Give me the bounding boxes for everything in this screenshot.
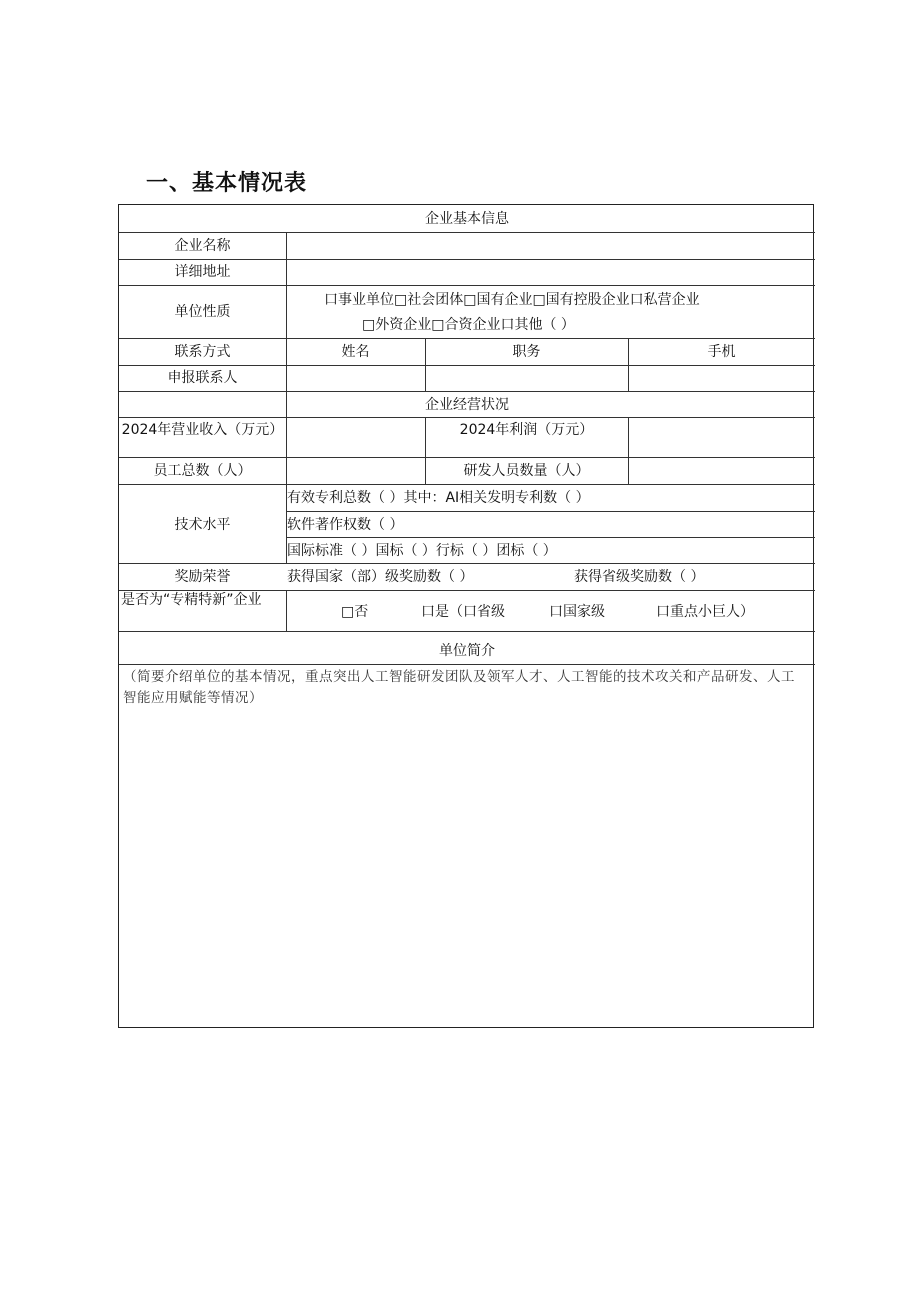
specialized-option-giant[interactable]: 口重点小巨人） [656, 604, 754, 620]
label-unit-type: 单位性质 [174, 304, 231, 320]
contact-name-field[interactable] [287, 366, 424, 390]
contact-position-field[interactable] [426, 366, 627, 390]
company-name-field[interactable] [287, 233, 814, 258]
revenue-field[interactable] [287, 418, 424, 456]
label-applicant-contact: 申报联系人 [167, 370, 238, 386]
label-revenue: 2024年营业收入（万元） [121, 422, 284, 438]
label-awards: 奖励荣誉 [174, 569, 231, 585]
staff-total-field[interactable] [287, 458, 424, 483]
label-company-name: 企业名称 [174, 238, 231, 254]
rd-staff-field[interactable] [629, 458, 814, 483]
section-operation: 企业经营状况 [425, 397, 509, 413]
row-divider [119, 563, 815, 564]
contact-header-position: 职务 [512, 344, 541, 360]
intro-hint: （简要介绍单位的基本情况，重点突出人工智能研发团队及领军人才、人工智能的技术攻关和产品研发、人工智能应用赋能等情况） [123, 669, 795, 706]
page-title: 一、基本情况表 [146, 170, 308, 196]
row-divider [119, 391, 815, 392]
address-field[interactable] [287, 260, 814, 284]
contact-header-name: 姓名 [341, 344, 370, 360]
label-staff-total: 员工总数（人） [153, 463, 252, 479]
unit-type-options-line2[interactable]: □外资企业□合资企业口其他（ ） [362, 317, 575, 333]
contact-phone-field[interactable] [629, 366, 814, 390]
specialized-option-yes[interactable]: 口是（口省级 [421, 604, 505, 620]
label-profit: 2024年利润（万元） [459, 422, 594, 438]
label-specialized: 是否为“专精特新”企业 [121, 592, 262, 608]
awards-provincial[interactable]: 获得省级奖励数（ ） [574, 569, 705, 585]
row-divider [286, 537, 815, 538]
contact-header-phone: 手机 [707, 344, 736, 360]
unit-type-options-line1[interactable]: 口事业单位□社会团体□国有企业□国有控股企业口私营企业 [324, 292, 700, 308]
tech-software[interactable]: 软件著作权数（ ） [287, 517, 404, 533]
label-rd-staff: 研发人员数量（人） [463, 463, 590, 479]
tech-patents[interactable]: 有效专利总数（ ）其中：AI相关发明专利数（ ） [287, 490, 590, 506]
row-divider [119, 285, 815, 286]
row-divider [119, 484, 815, 485]
specialized-option-national[interactable]: 口国家级 [549, 604, 605, 620]
row-divider [119, 631, 815, 632]
profit-field[interactable] [629, 418, 814, 456]
tech-standards[interactable]: 国际标准（ ）国标（ ）行标（ ）团标（ ） [287, 543, 557, 559]
intro-textarea[interactable] [120, 710, 814, 1026]
row-divider [286, 511, 815, 512]
basic-info-form [118, 204, 814, 1028]
section-basic-info: 企业基本信息 [425, 211, 509, 227]
label-address: 详细地址 [174, 264, 231, 280]
col-divider [286, 590, 287, 631]
section-intro: 单位简介 [439, 643, 495, 659]
label-contact-method: 联系方式 [174, 344, 231, 360]
label-tech-level: 技术水平 [174, 517, 231, 533]
row-divider [119, 338, 815, 339]
specialized-option-no[interactable]: □否 [341, 604, 369, 620]
row-divider [119, 664, 815, 665]
awards-national[interactable]: 获得国家（部）级奖励数（ ） [287, 569, 474, 585]
